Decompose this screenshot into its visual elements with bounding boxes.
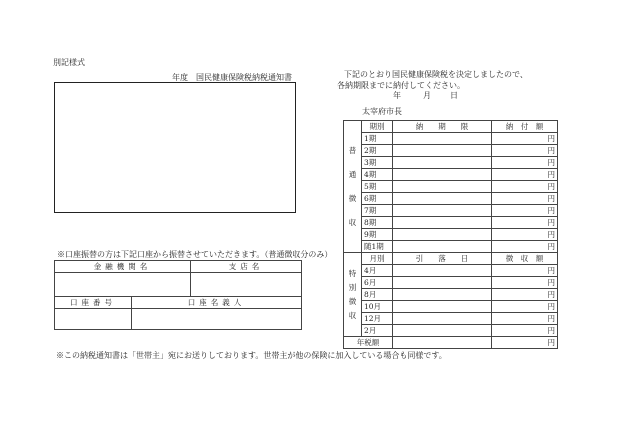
side-char: 収 — [348, 217, 357, 227]
branch-header: 支店名 — [191, 261, 302, 273]
date-day: 日 — [450, 91, 458, 100]
table-row — [344, 241, 558, 253]
date-cell — [393, 133, 492, 145]
branch-field[interactable] — [191, 273, 302, 297]
date-cell — [393, 157, 492, 169]
account-holder-field[interactable] — [132, 309, 302, 330]
ordinary-header-1: 納 期 限 — [393, 121, 492, 133]
amount-cell: 円 — [492, 217, 558, 229]
amount-cell: 円 — [492, 205, 558, 217]
ordinary-header-row — [344, 121, 558, 133]
side-char: 普 — [348, 145, 357, 155]
side-char: 通 — [348, 169, 357, 179]
table-row — [344, 301, 558, 313]
amount-cell: 円 — [492, 289, 558, 301]
period-label: 9期 — [362, 229, 393, 241]
special-side-label — [344, 253, 362, 337]
special-header-2: 徴 収 額 — [492, 253, 558, 265]
bank-table — [54, 260, 302, 330]
date-cell — [393, 241, 492, 253]
period-label: 12月 — [362, 313, 393, 325]
message-line-1: 下記のとおり国民健康保険税を決定しましたので、 — [344, 70, 528, 79]
ordinary-header-2: 納 付 額 — [492, 121, 558, 133]
period-label: 6月 — [362, 277, 393, 289]
table-row — [344, 289, 558, 301]
amount-cell: 円 — [492, 181, 558, 193]
table-row — [344, 169, 558, 181]
amount-cell: 円 — [492, 313, 558, 325]
amount-cell: 円 — [492, 325, 558, 337]
amount-cell: 円 — [492, 229, 558, 241]
address-box — [54, 82, 296, 213]
bank-name-header: 金融機関名 — [55, 261, 191, 273]
message-line-2: 各納期限までに納付してください。 — [337, 81, 465, 90]
date-cell — [393, 277, 492, 289]
amount-cell: 円 — [492, 157, 558, 169]
ordinary-side-label — [344, 121, 362, 253]
amount-cell: 円 — [492, 241, 558, 253]
special-header-row — [344, 253, 558, 265]
date-cell — [393, 145, 492, 157]
annual-date — [393, 337, 492, 349]
table-row — [344, 229, 558, 241]
side-char: 徴 — [348, 296, 357, 306]
period-label: 10月 — [362, 301, 393, 313]
date-cell — [393, 169, 492, 181]
annual-label: 年税額 — [344, 337, 393, 349]
table-row — [344, 277, 558, 289]
amount-cell: 円 — [492, 169, 558, 181]
period-label: 4期 — [362, 169, 393, 181]
amount-cell: 円 — [492, 133, 558, 145]
special-header-1: 引 落 日 — [393, 253, 492, 265]
date-cell — [393, 217, 492, 229]
amount-cell: 円 — [492, 193, 558, 205]
period-label: 2期 — [362, 145, 393, 157]
period-label: 8月 — [362, 289, 393, 301]
account-number-header: 口座番号 — [55, 297, 132, 309]
table-row — [344, 313, 558, 325]
table-row — [344, 133, 558, 145]
period-label: 7期 — [362, 205, 393, 217]
amount-cell: 円 — [492, 301, 558, 313]
table-row — [344, 145, 558, 157]
table-row — [344, 157, 558, 169]
table-row — [344, 217, 558, 229]
date-cell — [393, 181, 492, 193]
side-char: 徴 — [348, 193, 357, 203]
table-row — [344, 265, 558, 277]
table-row — [344, 193, 558, 205]
side-char: 収 — [348, 310, 357, 320]
date-cell — [393, 265, 492, 277]
account-holder-header: 口座名義人 — [132, 297, 302, 309]
period-label: 6期 — [362, 193, 393, 205]
date-cell — [393, 205, 492, 217]
bank-name-field[interactable] — [55, 273, 191, 297]
table-row — [344, 325, 558, 337]
date-month: 月 — [423, 91, 431, 100]
annual-row — [344, 337, 558, 349]
form-label: 別記様式 — [53, 58, 85, 67]
footer-note: ※この納税通知書は「世帯主」宛にお送りしております。世帯主が他の保険に加入している場合も同様です。 — [56, 351, 447, 360]
ordinary-header-0: 期別 — [362, 121, 393, 133]
side-char: 特 — [348, 268, 357, 278]
side-char: 別 — [348, 282, 357, 292]
amount-cell: 円 — [492, 277, 558, 289]
issuer: 太宰府市長 — [362, 107, 402, 116]
date-cell — [393, 229, 492, 241]
date-cell — [393, 301, 492, 313]
date-cell — [393, 289, 492, 301]
page-title: 年度 国民健康保険税納税通知書 — [172, 73, 292, 82]
period-label: 8期 — [362, 217, 393, 229]
table-row — [344, 205, 558, 217]
bank-note: ※口座振替の方は下記口座から振替させていただきます。（普通徴収分のみ） — [57, 250, 333, 259]
date-cell — [393, 193, 492, 205]
payment-table — [343, 120, 558, 349]
table-row — [344, 181, 558, 193]
amount-cell: 円 — [492, 145, 558, 157]
date-cell — [393, 313, 492, 325]
period-label: 3期 — [362, 157, 393, 169]
period-label: 1期 — [362, 133, 393, 145]
annual-amount: 円 — [492, 337, 558, 349]
date-cell — [393, 325, 492, 337]
period-label: 4月 — [362, 265, 393, 277]
period-label: 随1期 — [362, 241, 393, 253]
period-label: 5期 — [362, 181, 393, 193]
account-number-field[interactable] — [55, 309, 132, 330]
date-year: 年 — [393, 91, 401, 100]
special-header-0: 月別 — [362, 253, 393, 265]
period-label: 2月 — [362, 325, 393, 337]
amount-cell: 円 — [492, 265, 558, 277]
